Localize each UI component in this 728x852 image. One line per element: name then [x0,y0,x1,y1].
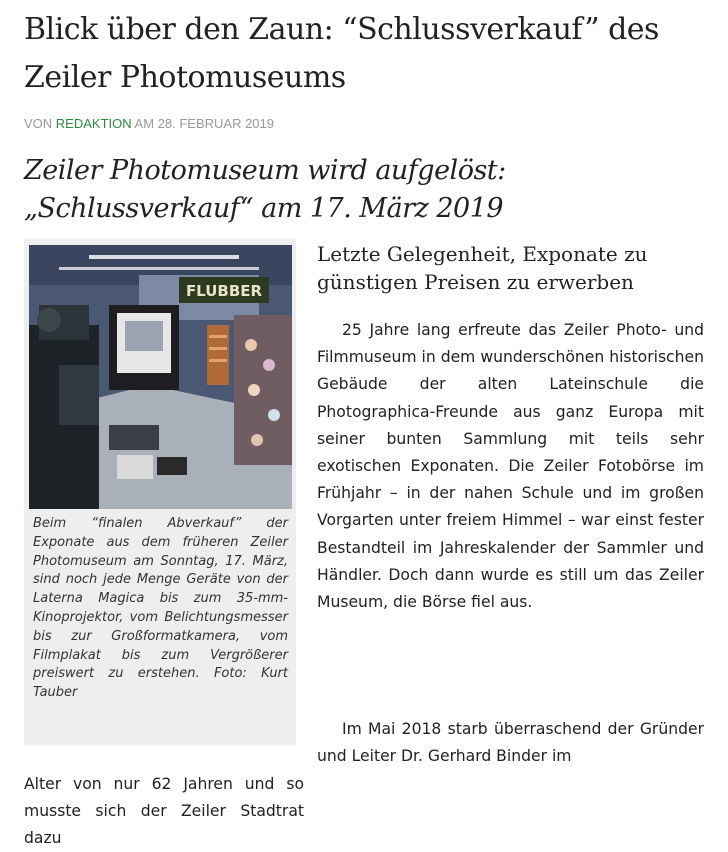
museum-photo[interactable] [29,245,292,509]
figure-caption: Beim “finalen Abverkauf” der Exponate aus dem früheren Zeiler Photomuseum am Sonntag, 17. März, sind noch jede Menge Geräte von der Laterna Magica bis zum 35-mm-Kinoprojektor, vom Belichtungsmesser bis zur Großformatkamera, vom Filmplakat bis zum Vergrößerer preiswert zu erstehen. Foto: Kurt Tauber [33,516,288,701]
author-link[interactable]: REDAKTION [55,116,132,131]
meta-prefix: VON [24,116,53,131]
article-meta [24,116,274,131]
body-paragraph-2: Im Mai 2018 starb überraschend der Gründer und Leiter Dr. Gerhard Binder im [317,720,704,766]
body-paragraph-2-continuation: Alter von nur 62 Jahren und so musste sich der Zeiler Stadtrat dazu [24,775,304,847]
poster-sign-text: FLUBBER [185,282,263,300]
body-paragraph-1: 25 Jahre lang erfreute das Zeiler Photo- und Filmmuseum in dem wunderschönen historischen Gebäude der alten Lateinschule die Photographica-Freunde aus ganz Europa mit seiner bunten Sammlung mit teils sehr exotischen Exponaten. Die Zeiler Fotobörse im Frühjahr – in der nahen Schule und im großen Vorgarten unter freiem Himmel – war einst fester Bestandteil im Jahreskalender der Sammler und Händler. Doch dann wurde es still um das Zeiler Museum, die Börse fiel aus. [317,321,704,612]
figure [24,239,296,745]
museum-photo-illustration [29,245,292,509]
article-title: Blick über den Zaun: “Schlussverkauf” des Zeiler Photomuseums [24,12,659,95]
lead-heading: Letzte Gelegenheit, Exponate zu günstigen Preisen zu erwerben [317,242,648,294]
meta-date: AM 28. FEBRUAR 2019 [134,116,274,131]
article-subtitle: Zeiler Photomuseum wird aufgelöst: „Schlussverkauf“ am 17. März 2019 [24,155,506,224]
